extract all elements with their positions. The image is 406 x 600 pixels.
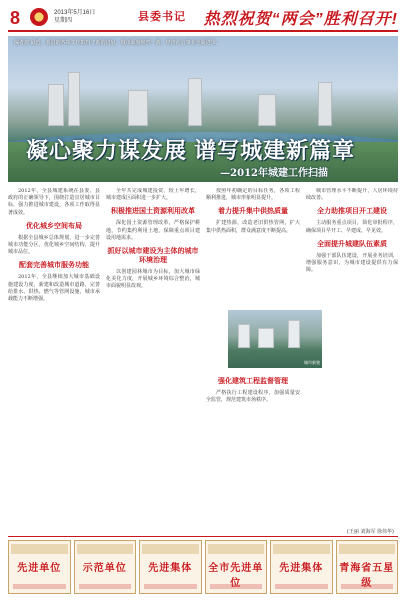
- subheading: 着力提升集中供热质量: [218, 208, 288, 216]
- sub-headline: —2012年城建工作扫描: [220, 168, 328, 179]
- paragraph: 主动服务重点项目，简化审批程序，确保项目早开工、早建成、早见效。: [306, 220, 398, 234]
- paragraph: 深化国土资源管理改革，严格保护耕地，节约集约利用土地，保障重点项目建设用地需求。: [106, 220, 200, 241]
- paragraph: 2012年，全县城建系统在县委、县政府的正确领导下，围绕打造宜居城市目标，强力推进城市建设，各项工作取得显著成效。: [8, 188, 100, 216]
- paragraph: 以创建园林城市为目标，加大城市绿化美化力度，开展城乡环境综合整治，城市面貌明显改观。: [106, 269, 200, 290]
- building-shape: [288, 320, 300, 348]
- byline: (王丽 刘海军 徐伟华): [346, 529, 394, 535]
- building-shape: [188, 78, 202, 126]
- award-plaque-text: 青海省五星级: [339, 563, 395, 589]
- plaque-header-band: [77, 544, 134, 554]
- award-plaque-text: 示范单位: [82, 563, 127, 574]
- plaque-header-band: [11, 544, 68, 554]
- building-shape: [48, 84, 64, 126]
- paragraph: 2012年，全县继续加大城市基础设施建设力度，新建和改造城市道路，完善给排水、供热、燃气等管网设施，城市承载能力不断增强。: [8, 274, 100, 303]
- building-shape: [238, 324, 250, 348]
- paragraph: 城市管理水平不断提升，人居环境持续改善。: [306, 188, 398, 202]
- subheading: 全面提升城建队伍素质: [317, 240, 387, 248]
- header-rule: [8, 30, 398, 32]
- award-plaque-text: 全市先进单位: [208, 563, 264, 589]
- award-plaque: [139, 540, 202, 594]
- page-number: 8: [10, 8, 21, 28]
- award-plaque-text: 先进集体: [148, 563, 193, 574]
- building-shape: [258, 94, 276, 126]
- plaque-header-band: [273, 544, 330, 554]
- paragraph: 扩建热源，改造老旧供热管网，扩大集中供热面积，群众满意度不断提高。: [206, 220, 300, 234]
- issue-weekday: 星期四: [54, 18, 73, 24]
- editor-note: 编者按 最近，我县的各项工作取得了新的进展，城市面貌焕然一新，经济社会事业全面进步。: [14, 40, 221, 46]
- plaque-footer-band: [144, 584, 197, 589]
- paragraph: 按照年初确定的目标任务，各项工程顺利推进，城市形象明显提升。: [206, 188, 300, 202]
- article-column-3-top: [206, 188, 300, 306]
- building-shape: [258, 328, 274, 348]
- subheading: 强化建筑工程监督管理: [218, 378, 288, 385]
- award-plaque: [74, 540, 137, 594]
- plaque-footer-band: [210, 584, 263, 589]
- party-emblem-icon: [30, 8, 48, 26]
- plaque-header-band: [142, 544, 199, 554]
- subheading: 配套完善城市服务功能: [19, 262, 89, 270]
- issue-date: 2013年5月16日: [54, 10, 96, 16]
- award-plaque: [270, 540, 333, 594]
- header-slogan: 热烈祝贺“两会”胜利召开!: [203, 11, 398, 28]
- paragraph: 严格执行工程建设程序，加强质量安全监管，规范建筑市场秩序。: [206, 390, 300, 404]
- section-title: 县委书记: [138, 10, 186, 23]
- main-headline: 凝心聚力谋发展 谱写城建新篇章: [26, 138, 356, 163]
- subheading: 抓好以城市建设为主体的城市环境治理: [107, 248, 199, 265]
- plaque-footer-band: [341, 584, 394, 589]
- paragraph: 加强干部队伍建设，开展业务培训，增强服务意识，为城市建设提供有力保障。: [306, 252, 398, 274]
- paragraph: 根据全县城乡总体规划，进一步完善城市功能分区，优化城乡空间结构，提升城市品位。: [8, 234, 100, 256]
- award-plaque-text: 先进单位: [17, 563, 62, 574]
- article-column-3-bottom: [206, 372, 300, 524]
- plaque-header-band: [339, 544, 396, 554]
- plaque-header-band: [208, 544, 265, 554]
- plaque-footer-band: [79, 584, 132, 589]
- building-shape: [318, 82, 332, 126]
- building-shape: [68, 72, 80, 126]
- award-plaque: [205, 540, 268, 594]
- page-header: [8, 6, 398, 32]
- paragraph: 全年共完成城建投资，较上年增长，城市建成区面积进一步扩大。: [106, 188, 200, 202]
- award-ad-strip: [8, 536, 398, 594]
- subheading: 全力助推项目开工建设: [317, 208, 387, 216]
- article-column-4: [306, 188, 398, 524]
- subheading: 优化城乡空间布局: [26, 222, 82, 230]
- award-plaque: [8, 540, 71, 594]
- article-column-2: [106, 188, 200, 524]
- plaque-footer-band: [275, 584, 328, 589]
- building-shape: [128, 90, 148, 126]
- issue-date-block: [54, 9, 95, 25]
- plaque-footer-band: [13, 584, 66, 589]
- lead-photo: [8, 36, 398, 182]
- award-plaque: [336, 540, 399, 594]
- subheading: 积极推进国土资源利用改革: [111, 208, 195, 216]
- article-column-1: [8, 188, 100, 524]
- inset-caption: 城市新貌: [304, 360, 320, 365]
- award-plaque-text: 先进集体: [279, 563, 324, 574]
